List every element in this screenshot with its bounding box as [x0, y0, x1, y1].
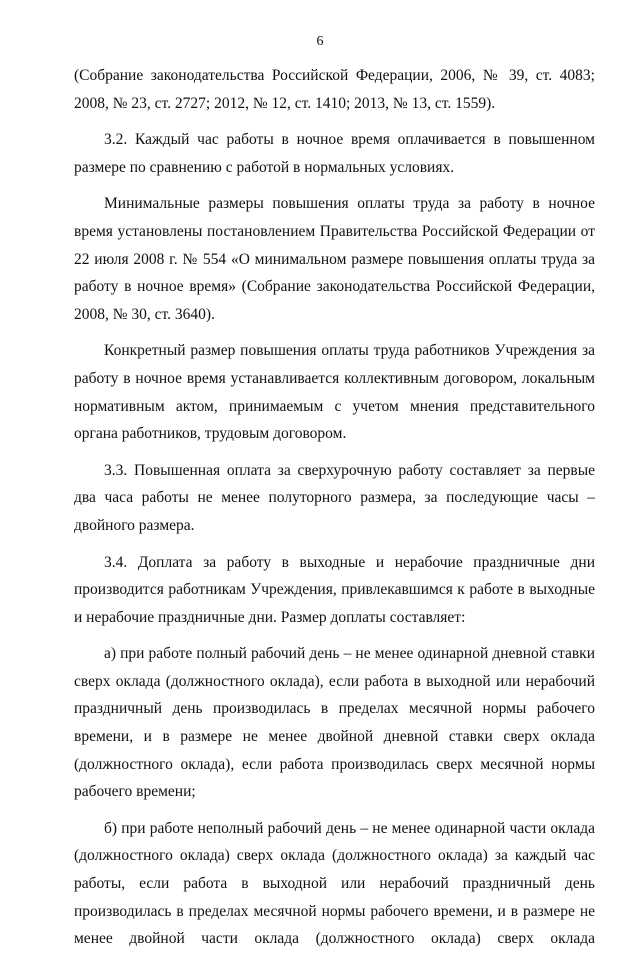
paragraph-minimum-rates: Минимальные размеры повышения оплаты труда за работу в ночное время установлены постановлением Правительства Российской Федерации от 22 июля 2008 г. № 554 «О минимальном размере повышения оплаты труда за работу в ночное время» (Собрание законодательства Российской Федерации, 2008, № 30, ст. 3640). [74, 195, 595, 323]
paragraph-citation: (Собрание законодательства Российской Федерации, 2006, № 39, ст. 4083; 2008, № 23, ст. 2727; 2012, № 12, ст. 1410; 2013, № 13, ст. 1559). [74, 67, 595, 112]
document-body [74, 62, 595, 953]
page-number: 6 [316, 34, 324, 49]
paragraph-specific-rate: Конкретный размер повышения оплаты труда работников Учреждения за работу в ночное время устанавливается коллективным договором, локальным нормативным актом, принимаемым с учетом мнения представительного органа работников, трудовым договором. [74, 342, 595, 443]
paragraph-item-a: а) при работе полный рабочий день – не менее одинарной дневной ставки сверх оклада (должностного оклада), если работа в выходной или нерабочий праздничный день производилась в пределах месячной нормы рабочего времени, и в размере не менее двойной дневной ставки сверх оклада (должностного оклада), если работа производилась сверх месячной нормы рабочего времени; [74, 645, 595, 801]
paragraph-3-3: 3.3. Повышенная оплата за сверхурочную работу составляет за первые два часа работы не менее полуторного размера, за последующие часы – двойного размера. [74, 461, 595, 534]
paragraph-3-4: 3.4. Доплата за работу в выходные и нерабочие праздничные дни производится работникам Учреждения, привлекавшимся к работе в выходные и нерабочие праздничные дни. Размер доплаты составляет: [74, 553, 595, 626]
paragraph-3-2: 3.2. Каждый час работы в ночное время оплачивается в повышенном размере по сравнению с работой в нормальных условиях. [74, 131, 595, 176]
paragraph-item-b: б) при работе неполный рабочий день – не менее одинарной части оклада (должностного оклада) сверх оклада (должностного оклада) за каждый час работы, если работа в выходной или нерабочий праздничный день производилась в пределах месячной нормы рабочего времени, и в размере не менее двойной части оклада (должностного оклада) сверх оклада [74, 819, 595, 948]
